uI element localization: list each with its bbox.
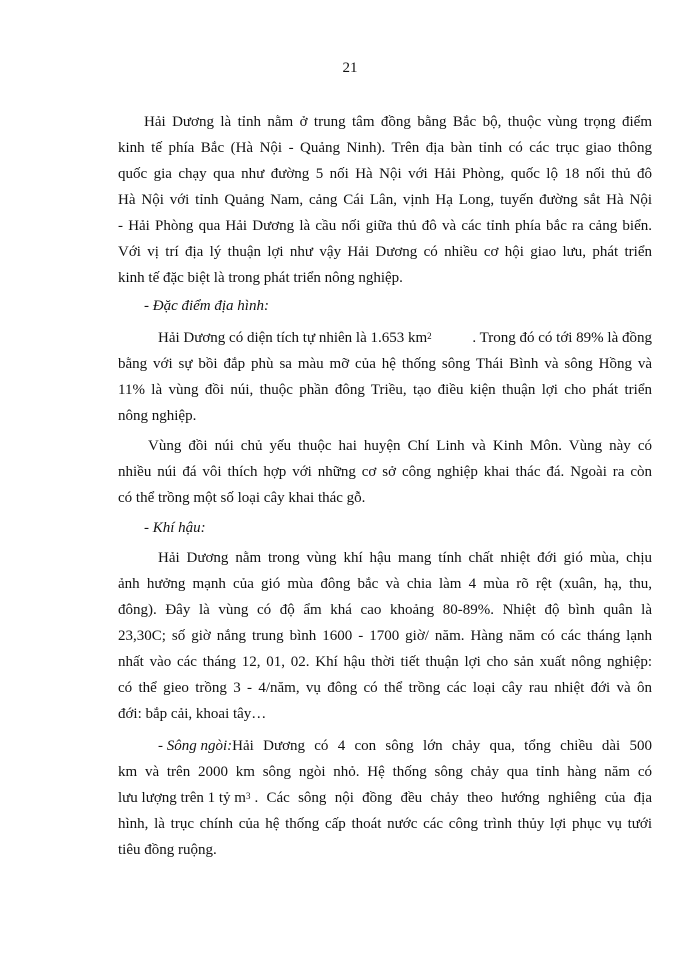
terrain-area-rest: . Trong đó có tới 89% là đồng [472, 330, 652, 346]
paragraph-1-line-3: quốc gia chạy qua như đường 5 nối Hà Nội với Hải Phòng, quốc lộ 18 nối thủ đô [118, 166, 652, 182]
paragraph-4-line-5: nhất vào các tháng 12, 01, 02. Khí hậu thời tiết thuận lợi cho sản xuất nông nghiệp: [118, 654, 652, 670]
paragraph-3-line-3: có thể trồng một số loại cây khai thác gỗ. [118, 490, 366, 506]
paragraph-2-line-1 [158, 328, 652, 348]
paragraph-1-line-4: Hà Nội với tỉnh Quảng Nam, cảng Cái Lân, vịnh Hạ Long, tuyến đường sắt Hà Nội [118, 192, 652, 208]
paragraph-1-line-2: kinh tế phía Bắc (Hà Nội - Quảng Ninh). Trên địa bàn tỉnh có các trục giao thông [118, 140, 652, 156]
paragraph-4-line-1: Hải Dương nằm trong vùng khí hậu mang tính chất nhiệt đới gió mùa, chịu [158, 550, 652, 566]
paragraph-5-line-1 [158, 736, 652, 756]
paragraph-4-line-4: 23,30C; số giờ nắng trung bình 1600 - 1700 giờ/ năm. Hàng năm có các tháng lạnh [118, 628, 652, 644]
river-flow-rest: . Các sông nội đồng đều chảy theo hướng nghiêng của địa [254, 790, 652, 806]
paragraph-5-line-2: km và trên 2000 km sông ngòi nhỏ. Hệ thống sông chảy qua tỉnh hàng năm có [118, 764, 652, 780]
paragraph-1-line-5: - Hải Phòng qua Hải Dương là cầu nối giữa thủ đô và các tỉnh phía bắc ra cảng biển. [118, 218, 652, 234]
paragraph-1-line-6: Với vị trí địa lý thuận lợi như vậy Hải Dương có nhiều cơ hội giao lưu, phát triển [118, 244, 652, 260]
section-heading-climate: - Khí hậu: [144, 520, 206, 536]
paragraph-4-line-6: có thể gieo trồng 3 - 4/năm, vụ đông có thể trồng các loại cây rau nhiệt đới và ôn [118, 680, 652, 696]
rivers-intro-text: Hải Dương có 4 con sông lớn chảy qua, tổng chiều dài 500 [232, 738, 652, 754]
paragraph-2-line-3: 11% là vùng đồi núi, thuộc phần đông Triều, tạo điều kiện thuận lợi cho phát triển [118, 382, 652, 398]
paragraph-1-line-7: kinh tế đặc biệt là trong phát triển nông nghiệp. [118, 270, 403, 286]
paragraph-1-line-1: Hải Dương là tỉnh nằm ở trung tâm đồng bằng Bắc bộ, thuộc vùng trọng điểm [144, 114, 652, 130]
paragraph-5-line-3 [118, 788, 652, 808]
paragraph-2-line-4: nông nghiệp. [118, 408, 197, 424]
section-heading-rivers: - Sông ngòi: [158, 738, 233, 754]
paragraph-5-line-5: tiêu đồng ruộng. [118, 842, 217, 858]
paragraph-2-line-2: bằng với sự bồi đắp phù sa màu mỡ của hệ thống sông Thái Bình và sông Hồng và [118, 356, 652, 372]
paragraph-4-line-3: đông). Đây là vùng có độ ẩm khá cao khoảng 80-89%. Nhiệt độ bình quân là [118, 602, 652, 618]
paragraph-4-line-7: đới: bắp cải, khoai tây… [118, 706, 267, 722]
paragraph-3-line-2: nhiều núi đá vôi thích hợp với những cơ sở công nghiệp khai thác đá. Ngoài ra còn [118, 464, 652, 480]
terrain-area-text: Hải Dương có diện tích tự nhiên là 1.653 km [158, 330, 428, 346]
paragraph-3-line-1: Vùng đồi núi chủ yếu thuộc hai huyện Chí Linh và Kinh Môn. Vùng này có [148, 438, 652, 454]
paragraph-4-line-2: ảnh hưởng mạnh của gió mùa đông bắc và chia làm 4 mùa rõ rệt (xuân, hạ, thu, [118, 576, 652, 592]
section-heading-terrain: - Đặc điểm địa hình: [144, 298, 269, 314]
superscript-2: 2 [427, 331, 432, 341]
paragraph-5-line-4: hình, là trục chính của hệ thống cấp thoát nước các công trình thủy lợi phục vụ tưới [118, 816, 652, 832]
river-flow-text: lưu lượng trên 1 tỷ m [118, 790, 246, 806]
page-number: 21 [342, 60, 358, 76]
superscript-3: 3 [245, 791, 251, 801]
